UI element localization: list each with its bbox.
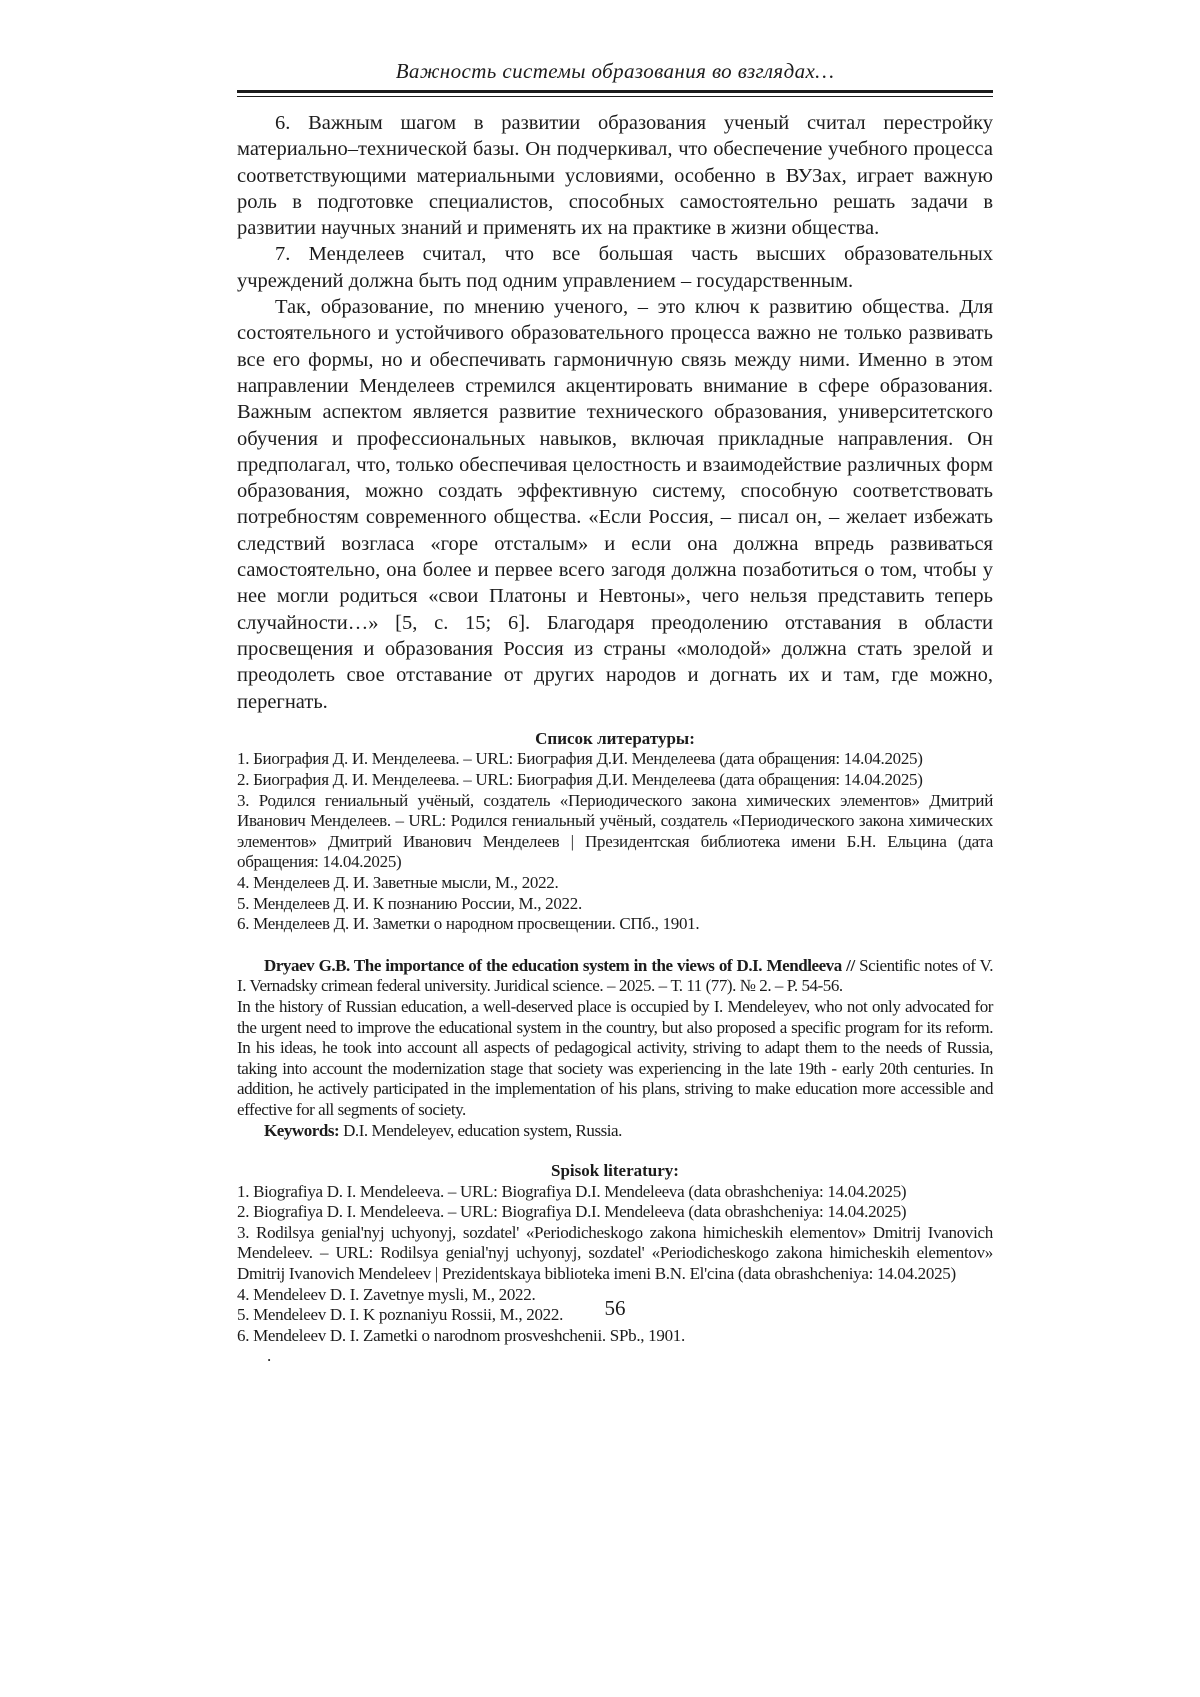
reference-translit-item: 6. Mendeleev D. I. Zametki o narodnom prosveshchenii. SPb., 1901. xyxy=(237,1325,685,1345)
references-ru-section xyxy=(237,729,993,935)
body-paragraph-7: 7. Менделеев считал, что все большая часть высших образовательных учреждений должна быть под одним управлением – государственным. xyxy=(237,243,993,292)
keywords-line xyxy=(237,1121,993,1142)
english-abstract-section xyxy=(237,956,993,1141)
reference-ru-item: 6. Менделеев Д. И. Заметки о народном просвещении. СПб., 1901. xyxy=(237,914,700,934)
article-body xyxy=(237,110,993,715)
reference-translit-item: 3. Rodilsya genial'nyj uchyonyj, sozdatel' «Periodicheskogo zakona himicheskih elementov» Dmitrij Ivanovich Mendeleev. – URL: Rodilsya genial'nyj uchyonyj, sozdatel' «Periodicheskogo zakona himicheskih elementov» Dmitrij Ivanovich Mendeleev | Prezidentskaya biblioteka imeni B.N. El'cina (data obrashcheniya: 14.04.2025) xyxy=(237,1222,993,1284)
keywords-text: D.I. Mendeleyev, education system, Russia. xyxy=(343,1120,622,1140)
text-column xyxy=(237,58,993,1367)
body-paragraph-6: 6. Важным шагом в развитии образования ученый считал перестройку материально–технической базы. Он подчеркивал, что обеспечение учебного процесса соответствующими материальными условиями, особенно в ВУЗах, играет важную роль в подготовке специалистов, способных самостоятельно решать задачи в развитии научных знаний и применять их на практике в жизни общества. xyxy=(237,112,993,240)
reference-translit-item: 2. Biografiya D. I. Mendeleeva. – URL: Biografiya D.I. Mendeleeva (data obrashcheniya: 14.04.2025) xyxy=(237,1202,907,1222)
body-paragraph-conclusion: Так, образование, по мнению ученого, – это ключ к развитию общества. Для состоятельного и устойчивого образовательного процесса важно не только развивать все его формы, но и обеспечивать гармоничную связь между ними. Именно в этом направлении Менделеев стремился акцентировать внимание в сфере образования. Важным аспектом является развитие технического образования, университетского обучения и профессиональных навыков, включая прикладные направления. Он предполагал, что, только обеспечивая целостность и взаимодействие различных форм образования, можно создать эффективную систему, способную соответствовать потребностям современного общества. «Если Россия, – писал он, – желает избежать следствий возгласа «горе отсталым» и если она должна впредь развиваться самостоятельно, она более и первее всего загодя должна позаботиться о том, чтобы у нее могли родиться «свои Платоны и Невтоны», чего нельзя представить теперь случайности…» [5, с. 15; 6]. Благодаря преодолению отставания в области просвещения и образования Россия из страны «молодой» должна стать зрелой и преодолеть свое отставание от других народов и догнать их и там, где можно, перегнать. xyxy=(237,296,993,713)
references-translit-heading: Spisok literatury: xyxy=(551,1161,679,1181)
reference-ru-item: 2. Биография Д. И. Менделеева. – URL: Биография Д.И. Менделеева (дата обращения: 14.04.2025) xyxy=(237,770,923,790)
reference-translit-item: 1. Biografiya D. I. Mendeleeva. – URL: Biografiya D.I. Mendeleeva (data obrashcheniya: 14.04.2025) xyxy=(237,1181,907,1201)
header-rule xyxy=(237,90,993,97)
references-ru-heading: Список литературы: xyxy=(535,728,695,748)
reference-ru-item: 4. Менделеев Д. И. Заветные мысли, М., 2022. xyxy=(237,872,559,892)
reference-ru-item: 1. Биография Д. И. Менделеева. – URL: Биография Д.И. Менделеева (дата обращения: 14.04.2025) xyxy=(237,749,923,769)
reference-ru-item: 5. Менделеев Д. И. К познанию России, М., 2022. xyxy=(237,893,582,913)
english-abstract-text: In the history of Russian education, a well-deserved place is occupied by I. Mendeleyev, who not only advocated for the urgent need to improve the educational system in the country, but also proposed a specific program for its reform. In his ideas, he took into account all aspects of pedagogical activity, striving to adapt them to the needs of Russia, taking into account the modernization stage that society was experiencing in the late 19th - early 20th centuries. In addition, he actively participated in the implementation of his plans, striving to make education more accessible and effective for all segments of society. xyxy=(237,996,993,1119)
running-header: Важность системы образования во взглядах… xyxy=(395,59,835,83)
page-number: 56 xyxy=(604,1296,626,1320)
reference-translit-item: 5. Mendeleev D. I. K poznaniyu Rossii, M., 2022. xyxy=(237,1305,564,1325)
english-citation-authors: Dryaev G.B. The importance of the education system in the views of D.I. Mendleeva // xyxy=(264,955,855,975)
reference-translit-item: 4. Mendeleev D. I. Zavetnye mysli, M., 2022. xyxy=(237,1284,536,1304)
english-citation xyxy=(237,956,993,997)
trailing-period: . xyxy=(267,1346,271,1366)
reference-ru-item: 3. Родился гениальный учёный, создатель «Периодического закона химических элементов» Дмитрий Иванович Менделеев. – URL: Родился гениальный учёный, создатель «Периодического закона химических элементов» Дмитрий Иванович Менделеев | Президентская библиотека имени Б.Н. Ельцина (дата обращения: 14.04.2025) xyxy=(237,790,993,872)
english-citation-source: Scientific notes of V. I. Vernadsky crimean federal university. Juridical science. – 2025. – Т. 11 (77). № 2. – P. 54-56. xyxy=(237,955,993,996)
references-translit-section xyxy=(237,1161,993,1367)
keywords-label: Keywords: xyxy=(264,1120,340,1140)
